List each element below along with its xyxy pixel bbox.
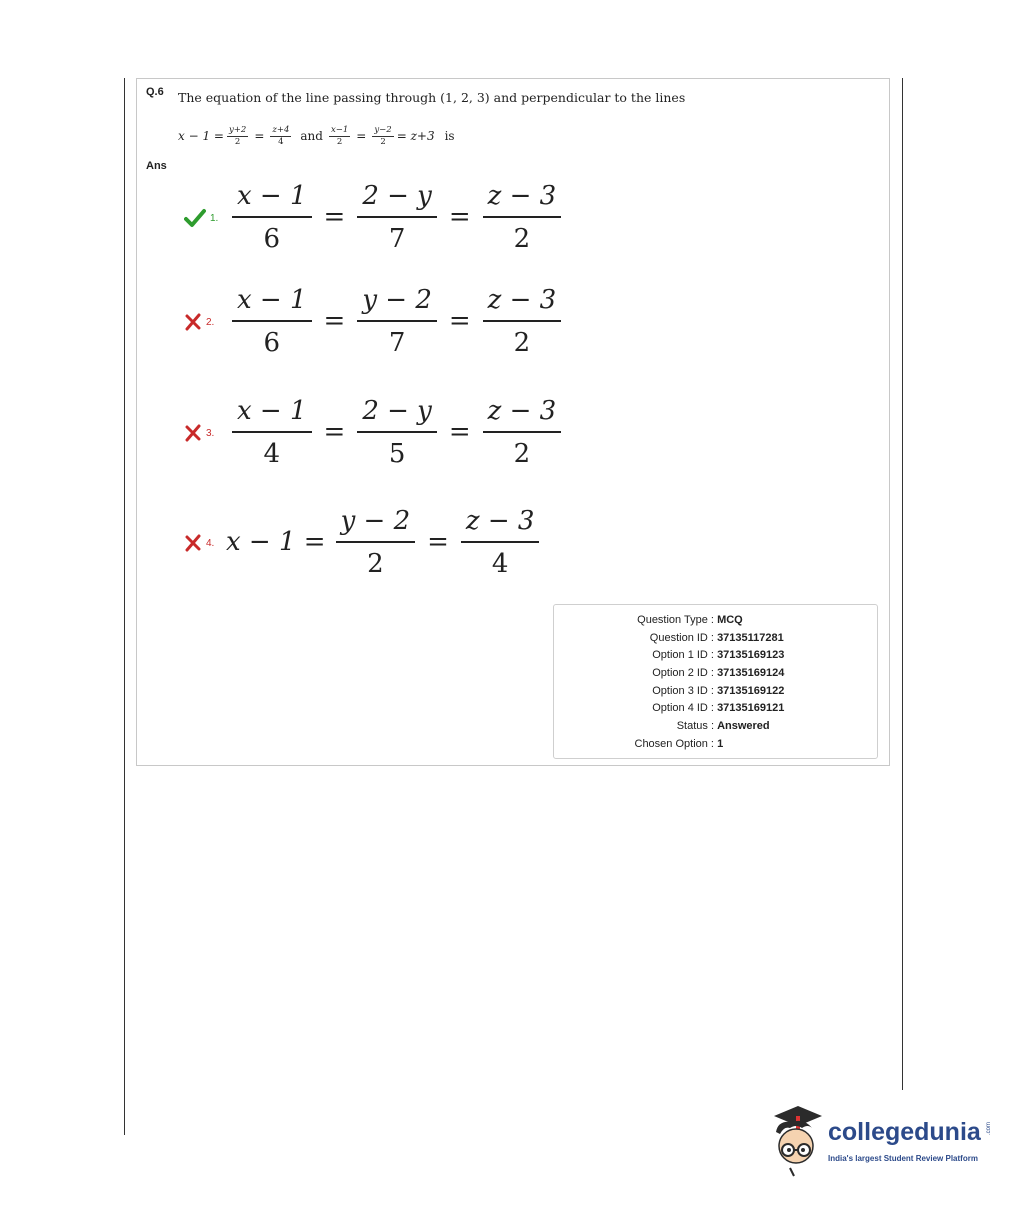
fraction-denominator: 4 xyxy=(263,438,281,469)
fraction-denominator: 2 xyxy=(367,548,384,579)
option-3[interactable] xyxy=(178,387,558,477)
fraction xyxy=(461,504,540,581)
equals-sign: = xyxy=(448,202,471,232)
option-number: 3. xyxy=(206,427,215,439)
option-number: 4. xyxy=(206,537,215,549)
fraction-denominator: 6 xyxy=(263,223,281,254)
equals-sign: = xyxy=(356,129,367,143)
question-condition xyxy=(178,118,455,154)
fraction-denominator: 2 xyxy=(336,136,343,147)
cross-icon xyxy=(184,534,202,552)
fraction-numerator: y+2 xyxy=(228,124,247,135)
collegedunia-logo xyxy=(768,1102,998,1180)
meta-option3-id xyxy=(554,685,784,697)
meta-value: 37135169121 xyxy=(717,702,785,714)
meta-key: Question Type : xyxy=(637,614,714,626)
fraction xyxy=(336,504,416,581)
meta-option2-id xyxy=(554,667,784,679)
meta-value: 37135169124 xyxy=(717,667,785,679)
is-word: is xyxy=(444,129,455,143)
condition-fraction xyxy=(227,125,248,148)
question-number: Q.6 xyxy=(146,86,164,98)
equals-sign: = xyxy=(323,306,346,336)
meta-key: Question ID : xyxy=(649,632,714,644)
fraction-numerator: 2 − y xyxy=(357,394,437,433)
logo-suffix: .com xyxy=(986,1122,992,1136)
fraction xyxy=(232,283,312,360)
fraction xyxy=(357,283,437,360)
fraction xyxy=(483,179,562,256)
meta-value: Answered xyxy=(717,720,770,732)
meta-value: 1 xyxy=(717,738,724,750)
meta-chosen-option xyxy=(554,738,723,750)
option-marker xyxy=(184,312,228,332)
fraction-denominator: 2 xyxy=(513,327,531,358)
meta-value: MCQ xyxy=(717,614,743,626)
fraction-numerator: y − 2 xyxy=(357,283,437,322)
fraction-denominator: 2 xyxy=(380,136,386,147)
page-right-rule xyxy=(902,78,903,1090)
and-word: and xyxy=(300,129,323,143)
fraction xyxy=(483,283,562,360)
equals-sign: = xyxy=(448,417,471,447)
meta-value: 37135117281 xyxy=(717,632,784,644)
meta-status xyxy=(554,720,770,732)
condition-fraction xyxy=(372,125,393,148)
option-4[interactable] xyxy=(178,497,558,587)
equals-sign: = xyxy=(448,306,471,336)
fraction xyxy=(232,179,312,256)
mascot-icon xyxy=(768,1102,828,1180)
check-icon xyxy=(184,208,206,228)
option-equation xyxy=(226,497,545,587)
meta-key: Option 1 ID : xyxy=(652,649,714,661)
condition-fraction xyxy=(329,125,350,148)
fraction-denominator: 4 xyxy=(278,136,284,147)
option-equation xyxy=(226,387,567,477)
logo-wordmark: collegedunia xyxy=(828,1118,981,1146)
fraction-numerator: z − 3 xyxy=(483,283,562,322)
question-text: The equation of the line passing through (1, 2, 3) and perpendicular to the lines xyxy=(178,90,686,105)
fraction-numerator: z − 3 xyxy=(461,504,540,543)
option-marker xyxy=(184,423,228,443)
fraction-numerator: x − 1 xyxy=(232,283,312,322)
fraction-numerator: 2 − y xyxy=(357,179,437,218)
fraction-denominator: 7 xyxy=(388,223,406,254)
meta-key: Option 2 ID : xyxy=(652,667,714,679)
equals-sign: = xyxy=(427,527,449,557)
meta-key: Option 4 ID : xyxy=(652,702,714,714)
fraction-denominator: 5 xyxy=(388,438,406,469)
fraction-numerator: y−2 xyxy=(374,124,392,135)
fraction-denominator: 7 xyxy=(388,327,406,358)
option-marker xyxy=(184,533,228,553)
equation-lhs: x − 1 = xyxy=(226,527,326,557)
answer-label: Ans xyxy=(146,160,167,172)
option-marker xyxy=(184,208,228,228)
cross-icon xyxy=(184,313,202,331)
option-1[interactable] xyxy=(178,172,558,262)
fraction-denominator: 4 xyxy=(491,548,509,579)
fraction xyxy=(357,394,437,471)
logo-tagline: India's largest Student Review Platform xyxy=(828,1154,978,1163)
option-2[interactable] xyxy=(178,276,558,366)
meta-key: Chosen Option : xyxy=(634,738,714,750)
fraction-denominator: 2 xyxy=(513,438,531,469)
page-left-rule xyxy=(124,78,125,1135)
condition-fraction xyxy=(270,125,291,148)
option-equation xyxy=(226,172,567,262)
meta-option1-id xyxy=(554,649,784,661)
fraction-numerator: z+4 xyxy=(272,124,290,135)
cross-icon xyxy=(184,424,202,442)
fraction-denominator: 6 xyxy=(263,327,281,358)
fraction-denominator: 2 xyxy=(513,223,531,254)
meta-key: Status : xyxy=(676,720,714,732)
fraction-numerator: x−1 xyxy=(330,124,349,135)
option-number: 2. xyxy=(206,316,215,328)
meta-value: 37135169122 xyxy=(717,685,785,697)
condition-tail: = z+3 xyxy=(396,129,435,143)
fraction-numerator: x − 1 xyxy=(232,394,312,433)
equals-sign: = xyxy=(254,129,265,143)
option-number: 1. xyxy=(210,212,219,224)
meta-value: 37135169123 xyxy=(717,649,785,661)
meta-question-id xyxy=(554,632,784,644)
fraction-denominator: 2 xyxy=(234,136,241,147)
question-metadata-panel xyxy=(553,604,878,759)
equals-sign: = xyxy=(323,417,346,447)
equals-sign: = xyxy=(323,202,346,232)
meta-option4-id xyxy=(554,702,784,714)
fraction-numerator: z − 3 xyxy=(483,179,562,218)
fraction xyxy=(232,394,312,471)
fraction xyxy=(357,179,437,256)
meta-key: Option 3 ID : xyxy=(652,685,714,697)
option-equation xyxy=(226,276,567,366)
fraction-numerator: z − 3 xyxy=(483,394,562,433)
fraction-numerator: x − 1 xyxy=(232,179,312,218)
fraction xyxy=(483,394,562,471)
fraction-numerator: y − 2 xyxy=(336,504,416,543)
condition-lhs: x − 1 = xyxy=(178,129,224,143)
meta-question-type xyxy=(554,614,743,626)
